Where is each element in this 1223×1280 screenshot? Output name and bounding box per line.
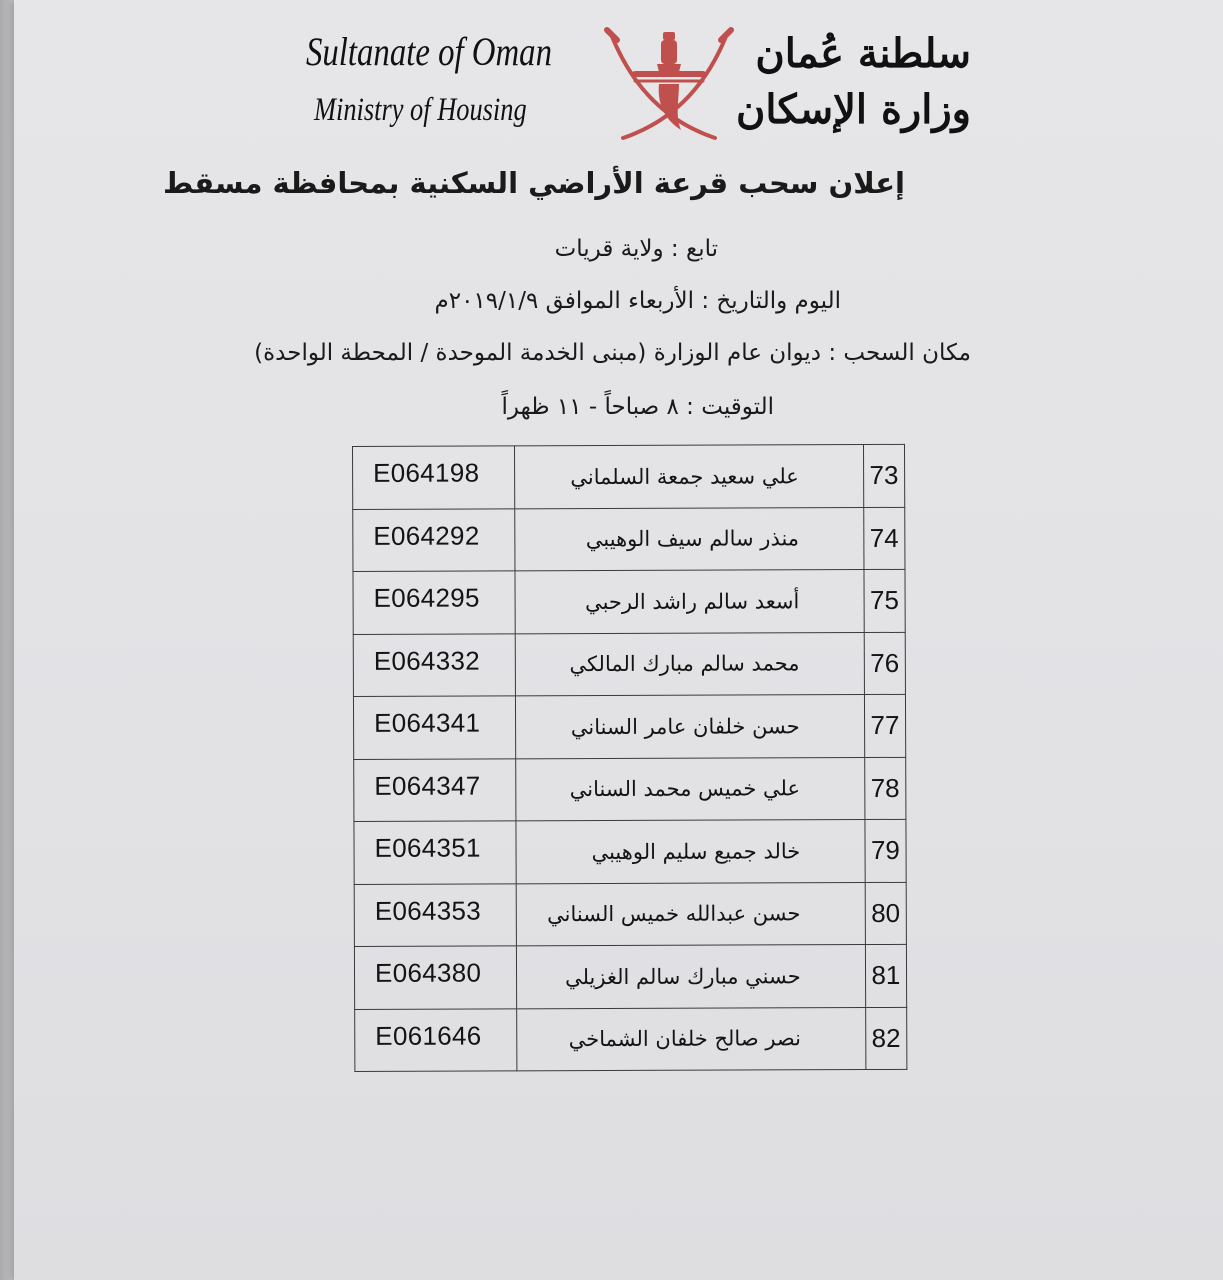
applicant-name: حسن خلفان عامر السناني: [515, 695, 864, 759]
table-row: [354, 757, 906, 822]
applicant-name: منذر سالم سيف الوهيبي: [515, 507, 864, 571]
application-code: E064198: [353, 446, 515, 509]
english-title: Sultanate of Oman: [306, 29, 552, 74]
row-number: 80: [865, 882, 907, 945]
application-code: E064353: [354, 883, 516, 946]
row-number: 79: [865, 819, 907, 882]
arabic-title: سلطنة عُمان: [755, 30, 971, 77]
timing-line: التوقيت : ٨ صباحاً - ١١ ظهراً: [501, 394, 774, 420]
application-code: E064380: [354, 946, 516, 1009]
location-line: مكان السحب : ديوان عام الوزارة (مبنى الخدمة الموحدة / المحطة الواحدة): [254, 340, 971, 366]
application-code: E064351: [354, 821, 516, 884]
announcement-title: إعلان سحب قرعة الأراضي السكنية بمحافظة مسقط: [163, 166, 905, 200]
row-number: 77: [864, 694, 906, 757]
table-row: [354, 882, 906, 947]
application-code: E064332: [353, 633, 515, 696]
applicant-name: محمد سالم مبارك المالكي: [515, 632, 864, 696]
applicant-name: علي خميس محمد السناني: [515, 757, 864, 821]
application-code: E064292: [353, 508, 515, 571]
application-code: E064341: [353, 696, 515, 759]
table-row: [353, 632, 905, 697]
application-code: E064295: [353, 571, 515, 634]
applicant-name: خالد جميع سليم الوهيبي: [516, 820, 865, 884]
row-number: 81: [865, 944, 907, 1007]
oman-emblem-icon: [599, 24, 739, 146]
applicant-name: علي سعيد جمعة السلماني: [514, 445, 863, 509]
english-subtitle: Ministry of Housing: [314, 92, 527, 128]
row-number: 78: [864, 757, 906, 820]
table-row: [353, 569, 905, 634]
winners-table: [352, 444, 907, 1072]
table-row: [353, 507, 905, 572]
row-number: 73: [863, 444, 905, 507]
page-edge-shadow: [0, 0, 14, 1280]
table-row: [354, 944, 906, 1009]
table-row: [353, 444, 905, 509]
row-number: 75: [864, 569, 906, 632]
row-number: 76: [864, 632, 906, 695]
applicant-name: نصر صالح خلفان الشماخي: [516, 1007, 865, 1071]
applicant-name: حسني مبارك سالم الغزيلي: [516, 945, 865, 1009]
application-code: E061646: [355, 1008, 517, 1071]
arabic-subtitle: وزارة الإسكان: [735, 86, 971, 133]
date-line: اليوم والتاريخ : الأربعاء الموافق ٢٠١٩/١/٩م: [434, 288, 841, 314]
table-row: [353, 694, 905, 759]
table-row: [355, 1007, 907, 1072]
wilayat-line: تابع : ولاية قريات: [554, 236, 718, 262]
row-number: 74: [863, 507, 905, 570]
applicant-name: أسعد سالم راشد الرحبي: [515, 570, 864, 634]
row-number: 82: [865, 1007, 907, 1070]
application-code: E064347: [354, 758, 516, 821]
applicant-name: حسن عبدالله خميس السناني: [516, 882, 865, 946]
table-row: [354, 819, 906, 884]
